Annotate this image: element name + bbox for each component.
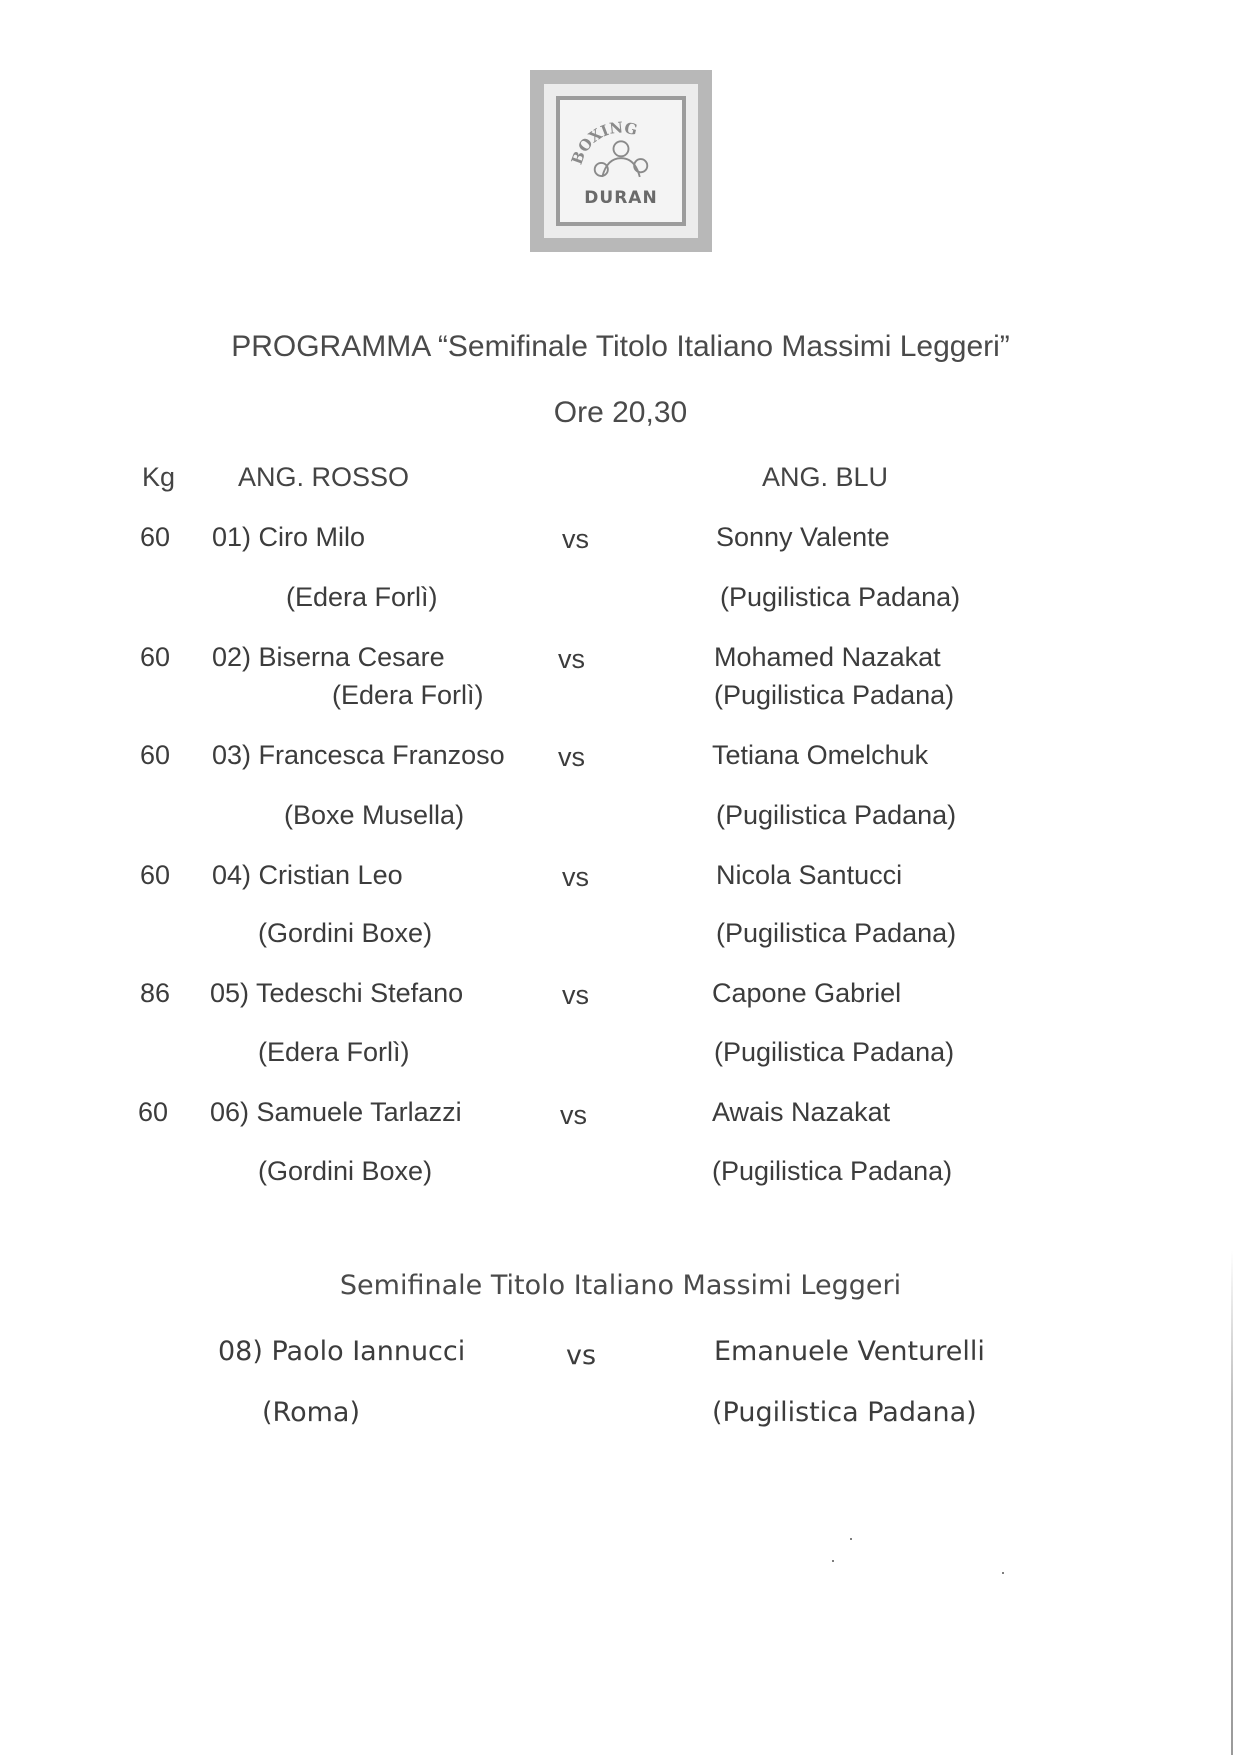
duran-boxing-logo [530,70,712,252]
logo-frame [556,96,686,226]
scan-speck [850,1538,852,1540]
semifinal-section-title: Semifinale Titolo Italiano Massimi Leggeri [339,1270,902,1301]
bout-vs: vs [562,862,589,892]
bout-red-fighter: 06) Samuele Tarlazzi [210,1097,462,1127]
bout-blue-club: (Pugilistica Padana) [714,1037,955,1067]
event-time: Ore 20,30 [553,396,688,429]
bout-blue-fighter: Mohamed Nazakat [714,642,941,672]
bout-red-club: (Boxe Musella) [284,800,465,830]
final-vs: vs [566,1340,597,1371]
bout-blue-fighter: Sonny Valente [716,522,890,552]
final-red-fighter: 08) Paolo Iannucci [218,1336,466,1367]
logo-inner-border [544,84,698,238]
bout-red-club: (Edera Forlì) [258,1037,410,1067]
final-blue-club: (Pugilistica Padana) [712,1397,977,1428]
bout-red-club: (Gordini Boxe) [258,918,433,948]
bout-blue-club: (Pugilistica Padana) [716,800,957,830]
bout-blue-club: (Pugilistica Padana) [714,680,955,710]
bout-vs: vs [558,742,585,772]
bout-weight: 60 [140,740,171,770]
bout-red-club: (Gordini Boxe) [258,1156,433,1186]
bout-blue-fighter: Nicola Santucci [716,860,903,890]
logo-arc-text: BOXING [567,118,640,167]
bout-red-fighter: 05) Tedeschi Stefano [210,978,464,1008]
scan-speck [1002,1572,1004,1574]
bout-vs: vs [558,644,585,674]
bout-weight: 60 [140,642,171,672]
bout-blue-fighter: Tetiana Omelchuk [712,740,929,770]
final-red-club: (Roma) [262,1397,360,1428]
scan-edge-shadow [1231,1250,1233,1755]
bout-weight: 86 [140,978,171,1008]
page-title: PROGRAMMA “Semifinale Titolo Italiano Massimi Leggeri” [231,330,1010,363]
column-header-kg: Kg [142,462,176,492]
bout-red-fighter: 01) Ciro Milo [212,522,366,552]
bout-vs: vs [560,1100,587,1130]
bout-red-club: (Edera Forlì) [286,582,438,612]
column-header-red-corner: ANG. ROSSO [238,462,410,492]
column-header-blue-corner: ANG. BLU [762,462,889,492]
bout-red-fighter: 02) Biserna Cesare [212,642,445,672]
bout-red-fighter: 04) Cristian Leo [212,860,403,890]
bout-red-fighter: 03) Francesca Franzoso [212,740,505,770]
bout-blue-club: (Pugilistica Padana) [712,1156,953,1186]
bout-weight: 60 [140,522,171,552]
bout-red-club: (Edera Forlì) [332,680,484,710]
bout-vs: vs [562,524,589,554]
bout-blue-club: (Pugilistica Padana) [716,918,957,948]
bout-vs: vs [562,980,589,1010]
bout-blue-club: (Pugilistica Padana) [720,582,961,612]
bout-blue-fighter: Awais Nazakat [712,1097,891,1127]
scan-speck [832,1560,834,1562]
logo-label: DURAN [584,188,658,208]
bout-blue-fighter: Capone Gabriel [712,978,902,1008]
final-blue-fighter: Emanuele Venturelli [714,1336,985,1367]
bout-weight: 60 [140,860,171,890]
bout-weight: 60 [138,1097,169,1127]
